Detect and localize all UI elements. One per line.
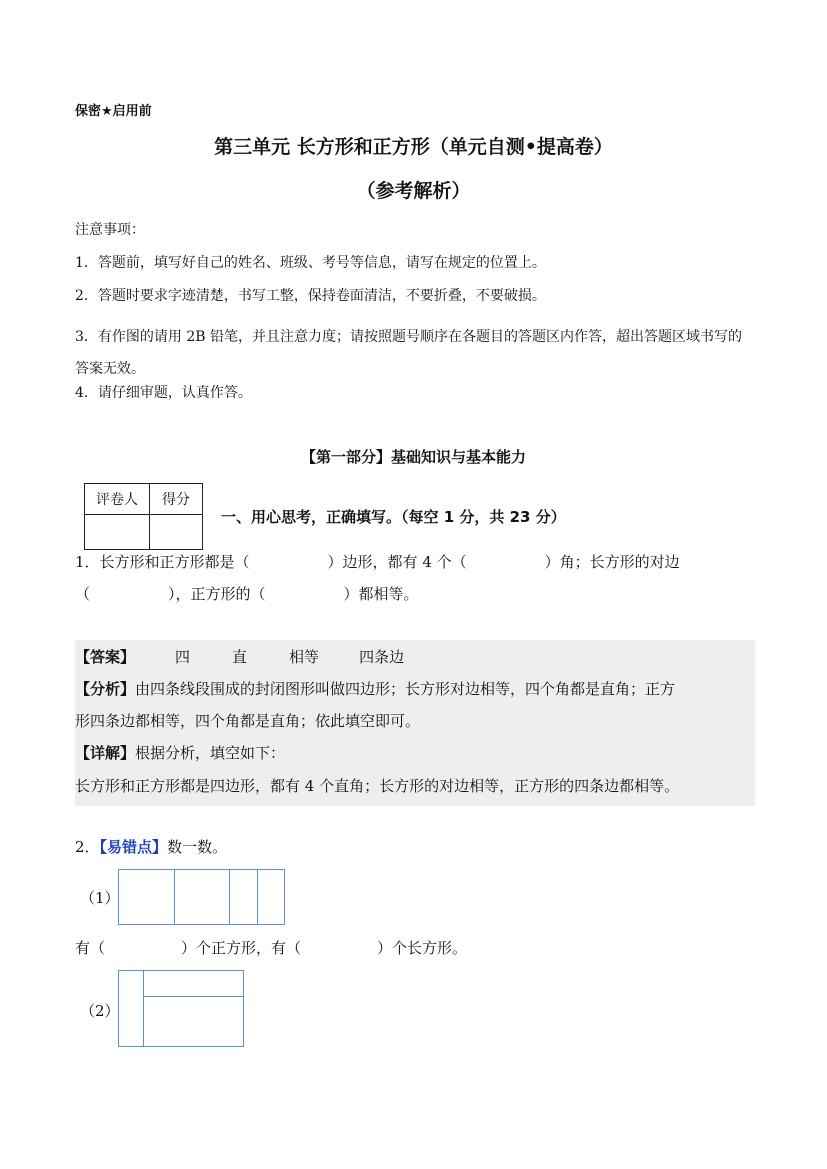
detail-label: 【详解】 [75,744,136,762]
notice-item-4: 4．请仔细审题，认真作答。 [75,385,252,401]
q1-text-f: ）都相等。 [343,585,419,603]
q2-figure-1-line-c [257,870,258,924]
score-table [84,483,203,550]
answer-label: 【答案】 [75,648,136,666]
score-table-score-cell[interactable] [150,515,203,550]
q1-text-a: 1．长方形和正方形都是（ [75,553,250,571]
q2-figure-1-line-b [229,870,230,924]
detail-line-1 [75,742,285,763]
part-title: 【第一部分】基础知识与基本能力 [300,448,526,466]
answer-3: 相等 [289,648,320,666]
q2-tag: 【易错点】 [99,838,168,856]
q2-sub1-text-b: ）个正方形，有（ [181,939,302,957]
q1-text-d: （ [75,585,91,603]
analysis-text-1: 由四条线段围成的封闭图形叫做四边形；长方形对边相等，四个角都是直角；正方 [135,680,676,698]
answer-4: 四条边 [359,648,405,666]
answer-1: 四 [175,648,191,666]
q1-text-c: ）角；长方形的对边 [544,553,680,571]
q2-number: 2． [75,838,100,856]
page-title: 第三单元 长方形和正方形（单元自测•提高卷） [214,136,613,158]
q1-text-e: ），正方形的（ [168,585,266,603]
q2-sub2-label: （2） [80,1002,120,1020]
q2-figure-1 [118,869,285,925]
q2-sub1-text-c: ）个长方形。 [377,939,468,957]
section-1-heading: 一、用心思考，正确填写。（每空 1 分，共 23 分） [221,508,566,526]
notice-item-1: 1．答题前，填写好自己的姓名、班级、考号等信息，请写在规定的位置上。 [75,255,546,271]
score-table-score-header: 得分 [150,484,203,515]
notice-heading: 注意事项： [75,222,145,238]
page-subtitle: （参考解析） [356,180,471,202]
notice-item-2: 2．答题时要求字迹清楚，书写工整，保持卷面清洁，不要折叠，不要破损。 [75,288,546,304]
notice-item-3: 3．有作图的请用 2B 铅笔，并且注意力度；请按照题号顺序在各题目的答题区内作答，超出答题区域书写的答案无效。 [75,329,743,377]
answer-line [75,646,404,667]
question-1-line-2 [75,583,419,604]
score-table-reviewer-header: 评卷人 [85,484,150,515]
confidential-label: 保密★启用前 [75,104,152,119]
analysis-line-2: 形四条边都相等，四个角都是直角；依此填空即可。 [75,712,421,730]
q2-sub1-text-a: 有（ [75,939,106,957]
q2-prompt: 数一数。 [167,838,228,856]
q2-sub1-label: （1） [80,889,120,907]
q2-figure-2-vline [143,971,144,1046]
question-2-heading [75,836,227,857]
analysis-label: 【分析】 [75,680,136,698]
q2-figure-2-hline [143,996,243,997]
question-1-line-1 [75,551,680,572]
q2-sub1-question [75,937,467,958]
analysis-line-1 [75,678,675,699]
answer-2: 直 [232,648,248,666]
detail-line-2: 长方形和正方形都是四边形，都有 4 个直角；长方形的对边相等，正方形的四条边都相等。 [75,777,680,795]
detail-text-1: 根据分析，填空如下： [135,744,286,762]
q2-figure-2 [118,970,244,1047]
q2-figure-1-line-a [174,870,175,924]
score-table-reviewer-cell[interactable] [85,515,150,550]
q1-text-b: ）边形，都有 4 个（ [327,553,467,571]
